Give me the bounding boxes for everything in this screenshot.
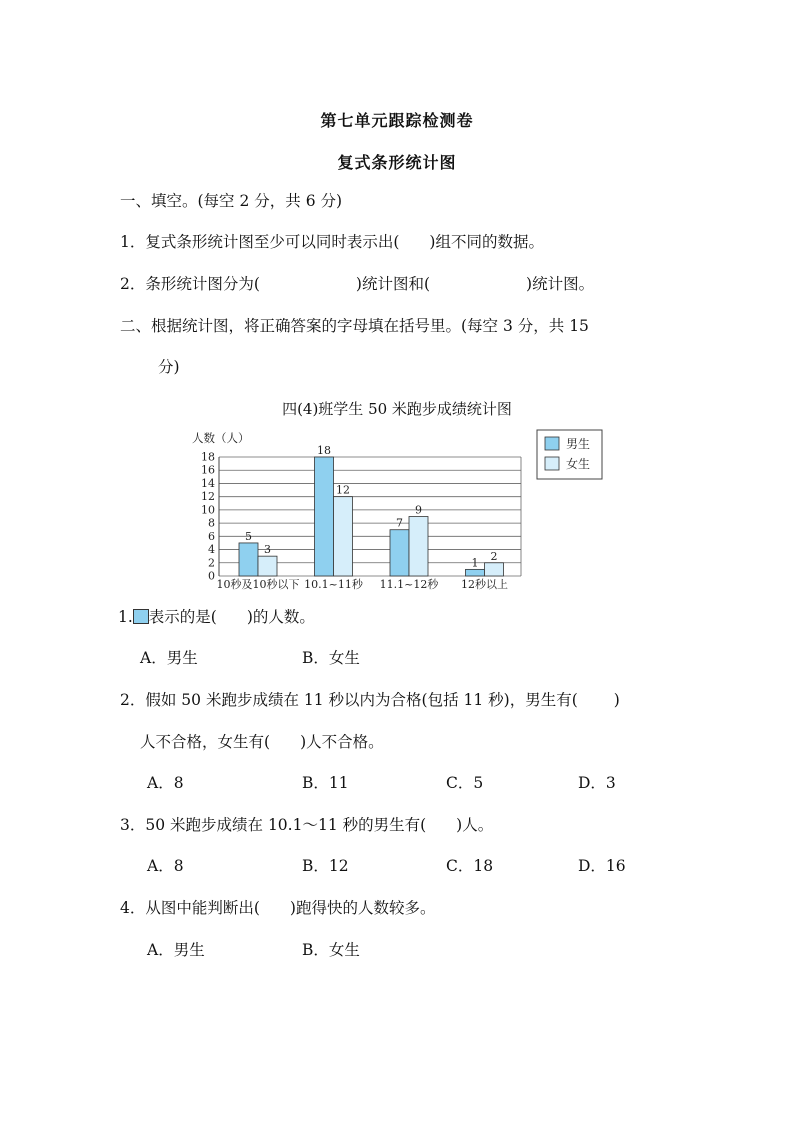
question-text: 3．50 米跑步成绩在 10.1～11 秒的男生有( (120, 816, 427, 834)
y-tick-label: 0 (208, 569, 215, 583)
section2-heading: 二、根据统计图，将正确答案的字母填在括号里。(每空 3 分，共 15 (120, 317, 589, 335)
question-text: )人。 (456, 816, 494, 834)
option-a[interactable]: A．8 (147, 774, 184, 792)
data-label: 1 (471, 556, 479, 570)
option-b[interactable]: B．12 (302, 857, 349, 875)
x-tick-label: 11.1~12秒 (379, 578, 439, 591)
question-text: 4．从图中能判断出( (120, 899, 260, 917)
option-c[interactable]: C．18 (446, 857, 494, 875)
option-a[interactable]: A．8 (147, 857, 184, 875)
y-tick-label: 4 (208, 543, 215, 557)
bar-chart (180, 424, 620, 596)
page-title: 第七单元跟踪检测卷 (320, 111, 474, 130)
x-tick-label: 12秒以上 (461, 578, 508, 591)
bar-boys (315, 457, 334, 576)
x-axis-labels (217, 577, 509, 591)
section1-heading: 一、填空。(每空 2 分，共 6 分) (120, 192, 343, 210)
section1-question-2 (120, 274, 594, 294)
question-text: ) (613, 691, 620, 709)
y-tick-label: 10 (201, 503, 215, 517)
bar-boys (390, 530, 409, 576)
question-2-continued (140, 732, 384, 752)
y-tick-label: 16 (201, 463, 215, 477)
question-number: 1. (118, 608, 133, 626)
data-label: 5 (245, 529, 252, 543)
section2-heading-continued: 分) (158, 358, 180, 376)
section1-question-1 (120, 232, 544, 252)
question-text: 2．条形统计图分为( (120, 275, 260, 293)
question-text: )统计图。 (526, 275, 595, 293)
bar-boys (466, 569, 485, 576)
chart-title: 四(4)班学生 50 米跑步成绩统计图 (282, 400, 512, 418)
question-text: )人不合格。 (300, 733, 384, 751)
y-axis-label: 人数（人） (192, 431, 250, 445)
data-label: 7 (396, 516, 403, 530)
legend-swatch (545, 437, 559, 450)
y-tick-label: 2 (208, 556, 215, 570)
data-label: 3 (264, 543, 271, 557)
question-text: )统计图和( (355, 275, 431, 293)
legend-swatch (545, 457, 559, 470)
option-c[interactable]: C．5 (446, 774, 484, 792)
question-2 (120, 690, 620, 710)
data-label: 12 (336, 483, 350, 497)
option-b[interactable]: B．女生 (302, 649, 360, 667)
bar-boys (239, 543, 258, 576)
option-b[interactable]: B．11 (302, 774, 349, 792)
y-tick-label: 18 (201, 450, 215, 464)
chart-legend (537, 430, 602, 479)
bar-girls (485, 563, 504, 576)
data-label: 9 (415, 503, 422, 517)
legend-label: 女生 (566, 457, 591, 471)
option-b[interactable]: B．女生 (302, 941, 360, 959)
question-text: 2．假如 50 米跑步成绩在 11 秒以内为合格(包括 11 秒)，男生有( (120, 691, 578, 709)
question-text: )的人数。 (246, 608, 315, 626)
question-4 (120, 898, 435, 918)
question-1 (118, 607, 315, 627)
legend-label: 男生 (566, 437, 591, 451)
x-tick-label: 10秒及10秒以下 (216, 578, 300, 591)
y-tick-label: 6 (208, 529, 215, 543)
option-d[interactable]: D．16 (578, 857, 626, 875)
data-label: 18 (317, 444, 331, 457)
option-d[interactable]: D．3 (578, 774, 616, 792)
page-subtitle: 复式条形统计图 (337, 153, 457, 172)
boys-swatch-icon (133, 609, 149, 624)
question-text: 人不合格，女生有( (140, 733, 271, 751)
y-axis-ticks (201, 451, 215, 583)
y-tick-label: 8 (208, 516, 215, 530)
y-tick-label: 14 (201, 476, 215, 490)
y-tick-label: 12 (201, 490, 215, 504)
question-text: 表示的是( (148, 608, 217, 626)
x-tick-label: 10.1~11秒 (304, 578, 363, 591)
bar-girls (334, 497, 353, 576)
option-a[interactable]: A．男生 (140, 649, 198, 667)
data-label: 2 (490, 549, 498, 563)
bar-girls (258, 556, 277, 576)
question-3 (120, 815, 493, 835)
question-text: )跑得快的人数较多。 (289, 899, 436, 917)
question-text: 1．复式条形统计图至少可以同时表示出( (120, 233, 400, 251)
option-a[interactable]: A．男生 (147, 941, 205, 959)
question-text: )组不同的数据。 (429, 233, 544, 251)
bar-girls (409, 517, 428, 577)
